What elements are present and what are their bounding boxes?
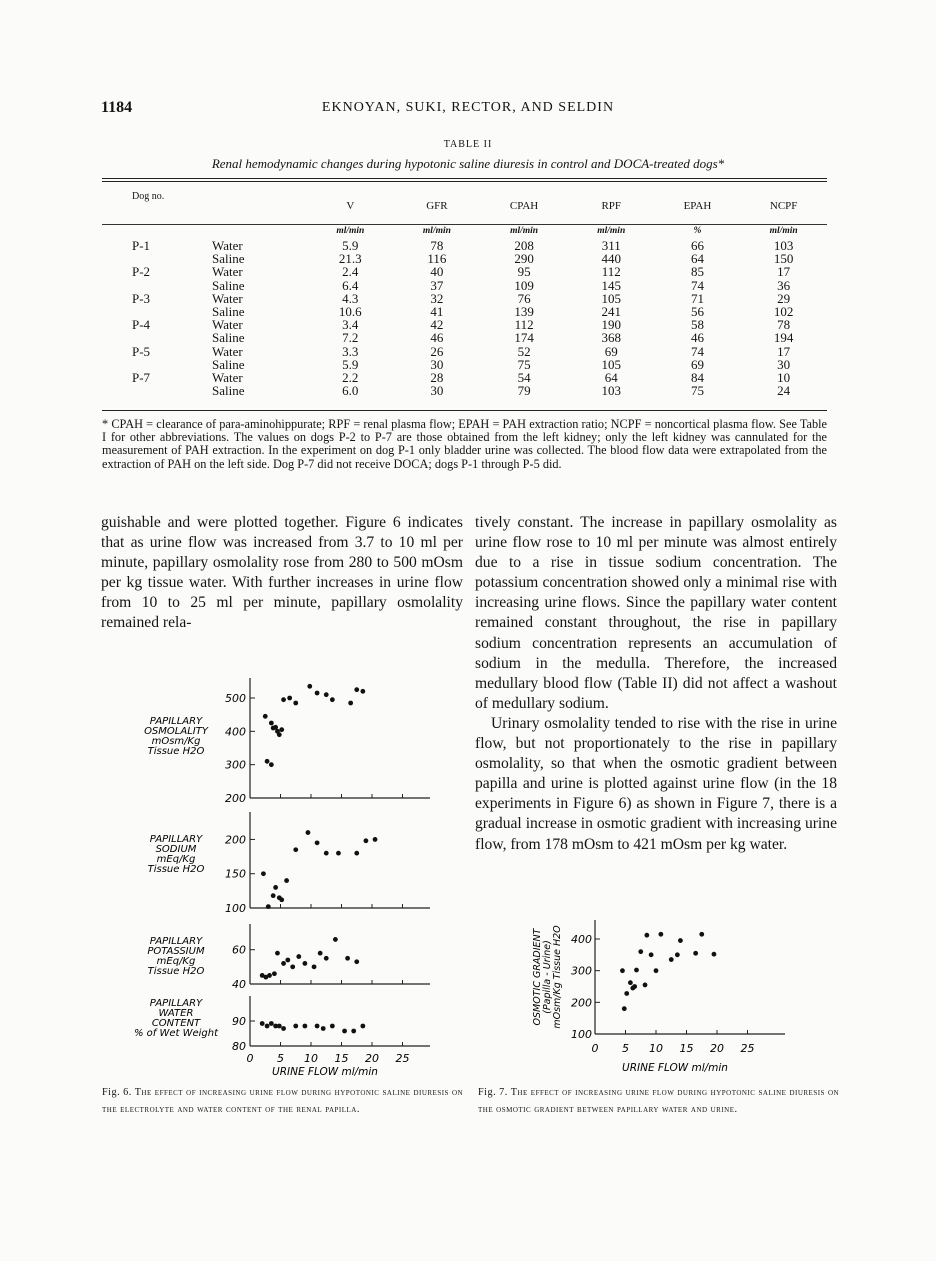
table-cell: 368 (601, 330, 621, 346)
y-tick-label: 400 (225, 725, 246, 739)
table-cell: 46 (430, 330, 444, 346)
header-ncpf: NCPF (769, 200, 798, 212)
data-point (315, 691, 320, 696)
table-cell: 71 (690, 290, 704, 306)
table-cell: 17 (777, 343, 791, 359)
table-row (102, 318, 827, 331)
table-cell: 64 (690, 251, 704, 267)
data-point (279, 727, 284, 732)
data-point (284, 878, 289, 883)
data-point (296, 954, 301, 959)
data-point (315, 1024, 320, 1029)
y-axis-label: mOsm/Kg Tissue H2O (552, 925, 563, 1029)
data-point (318, 951, 323, 956)
data-point (373, 837, 378, 842)
table-cell: P-5 (132, 343, 151, 359)
table-cell: Water (212, 317, 243, 333)
table-cell (102, 305, 212, 318)
table-cell: 78 (777, 317, 791, 333)
y-tick-label: 500 (225, 692, 246, 705)
table-cell: 190 (601, 317, 621, 333)
figure-6-caption-lead: Fig. 6. (102, 1087, 132, 1098)
table-top-rule-2 (102, 181, 827, 182)
data-point (260, 1021, 265, 1026)
data-point (281, 961, 286, 966)
panel-label: % of Wet Weight (133, 1028, 219, 1039)
figure-6-chart (100, 672, 470, 1082)
data-point (699, 932, 704, 937)
table-cell: 30 (777, 356, 791, 372)
data-point (712, 952, 717, 957)
y-tick-label: 150 (225, 867, 246, 881)
header-cpah: CPAH (509, 200, 539, 212)
table-footnote: * CPAH = clearance of para-aminohippurate; RPF = renal plasma flow; EPAH = PAH extraction ratio; NCPF = noncortical plasma flow. See Table I for other abbreviations. The values on dogs P-2 to P-7 are those obtained from the left kidney; only the left kidney was cannulated for the measurement of PAH extraction. In the experiment on dog P-1 only bladder urine was collected. The blood flow data were extrapolated from the extraction of PAH on the left side. Dog P-7 did not receive DOCA; dogs P-1 through P-5 did. (102, 417, 827, 471)
data-point (354, 851, 359, 856)
panel-label: mEq/Kg (156, 854, 196, 865)
panel-label: OSMOLALITY (144, 726, 208, 737)
table-cell (102, 384, 212, 397)
table-cell: 208 (514, 238, 534, 253)
data-point (307, 684, 312, 689)
table-cell: 95 (517, 264, 531, 280)
unit-epah: % (693, 226, 702, 236)
data-point (273, 885, 278, 890)
table-cell: 116 (427, 251, 447, 267)
table-cell: 30 (430, 383, 444, 399)
table-row (102, 265, 827, 278)
table-cell: 6.4 (342, 277, 359, 293)
data-point (345, 956, 350, 961)
data-point (354, 959, 359, 964)
table-cell: 42 (430, 317, 444, 333)
data-point (266, 904, 271, 909)
panel-label: mOsm/Kg (151, 736, 201, 747)
data-point (279, 897, 284, 902)
table-row (102, 305, 827, 318)
table-cell: 40 (430, 264, 444, 280)
data-point (321, 1026, 326, 1031)
data-point (330, 697, 335, 702)
table-cell: 79 (517, 383, 531, 399)
data-point (658, 932, 663, 937)
table-cell: 109 (514, 277, 534, 293)
table-cell: 69 (690, 356, 704, 372)
data-point (272, 971, 277, 976)
data-point (649, 952, 654, 957)
left-column-text (101, 513, 463, 634)
figure-6-caption-text: The effect of increasing urine flow during hypotonic saline diuresis on the electrolyte and water content of the renal papilla. (102, 1087, 464, 1115)
table-cell: 24 (777, 383, 791, 399)
y-tick-label: 100 (571, 1028, 592, 1041)
table-cell (102, 252, 212, 265)
table-cell: Saline (212, 251, 245, 267)
table-cell: 28 (430, 370, 444, 386)
table-cell: Water (212, 264, 243, 280)
table-cell: Water (212, 238, 243, 253)
table-cell: 36 (777, 277, 791, 293)
header-v: V (346, 200, 355, 212)
right-column-text (475, 513, 837, 855)
table-cell: 5.9 (342, 238, 359, 253)
panel-label: PAPILLARY (149, 936, 203, 947)
x-tick-label: 5 (622, 1042, 629, 1055)
table-cell: 194 (773, 330, 794, 346)
header-rpf: RPF (601, 200, 622, 212)
y-tick-label: 300 (571, 964, 592, 978)
data-point (336, 851, 341, 856)
unit-ncpf: ml/min (769, 226, 798, 236)
x-tick-label: 5 (277, 1052, 284, 1065)
table-cell: 3.3 (342, 343, 359, 359)
data-point (293, 1024, 298, 1029)
data-point (643, 983, 648, 988)
table-cell: 112 (601, 264, 621, 280)
data-point (315, 840, 320, 845)
data-point (644, 933, 649, 938)
data-point (342, 1029, 347, 1034)
panel-label: mEq/Kg (156, 956, 196, 967)
table-cell: 6.0 (342, 383, 359, 399)
data-point (277, 1024, 282, 1029)
data-point (360, 1024, 365, 1029)
x-tick-label: 15 (679, 1042, 694, 1055)
header-epah: EPAH (683, 200, 712, 212)
y-tick-label: 40 (232, 978, 246, 991)
data-point (281, 697, 286, 702)
table-cell: Saline (212, 383, 245, 399)
data-point (281, 1026, 286, 1031)
data-table (102, 186, 827, 397)
data-point (290, 964, 295, 969)
table-cell: 52 (517, 343, 531, 359)
data-point (263, 714, 268, 719)
table-cell: Saline (212, 304, 245, 320)
data-point (348, 701, 353, 706)
data-point (624, 991, 629, 996)
table-cell: 69 (604, 343, 618, 359)
table-row (102, 292, 827, 305)
data-point (628, 980, 633, 985)
y-tick-label: 200 (225, 792, 246, 805)
table-cell: 7.2 (342, 330, 359, 346)
data-point (303, 1024, 308, 1029)
paragraph: tively constant. The increase in papillary osmolality as urine flow rose to 10 ml per minute was almost entirely due to a rise in tissue sodium concentration. The potassium concentration showed only a minimal rise with increasing urine flows. Since the papillary water content remained constant throughout, the rise in papillary sodium concentration represents an accumulation of sodium in the medulla. Therefore, the increased medullary blood flow (Table II) did not affect a washout of medullary sodium. (475, 514, 837, 712)
data-point (277, 732, 282, 737)
table-cell: 150 (773, 251, 794, 267)
table-cell: 84 (690, 370, 704, 386)
table-cell: 75 (517, 356, 531, 372)
table-cell: 103 (773, 238, 794, 253)
figure-7-caption-text: The effect of increasing urine flow during hypotonic saline diuresis on the osmotic gradient between papillary water and urine. (478, 1087, 840, 1115)
y-tick-label: 90 (232, 1015, 246, 1028)
data-point (654, 968, 659, 973)
table-cell: Saline (212, 277, 245, 293)
data-point (269, 721, 274, 726)
data-point (330, 1024, 335, 1029)
table-cell: Saline (212, 356, 245, 372)
table-cell: 46 (690, 330, 704, 346)
data-point (360, 689, 365, 694)
figure-7-caption-lead: Fig. 7. (478, 1087, 508, 1098)
table-cell: 75 (690, 383, 704, 399)
table-cell: 78 (430, 238, 444, 253)
y-tick-label: 400 (571, 933, 592, 946)
x-tick-label: 20 (365, 1052, 379, 1065)
data-point (271, 893, 276, 898)
table-cell: 29 (777, 290, 791, 306)
paragraph: guishable and were plotted together. Figure 6 indicates that as urine flow was increased from 3.7 to 10 ml per minute, papillary osmolality rose from 280 to 500 mOsm per kg tissue water. With further increases in urine flow from 10 to 25 ml per minute, papillary osmolality remained rela- (101, 514, 463, 632)
panel-label: Tissue H2O (147, 864, 205, 875)
data-point (312, 964, 317, 969)
unit-gfr: ml/min (422, 226, 451, 236)
data-point (261, 871, 266, 876)
data-point (634, 968, 639, 973)
table-cell: 21.3 (338, 251, 362, 267)
y-tick-label: 200 (225, 833, 246, 847)
table-cell: 290 (514, 251, 534, 267)
table-cell: 311 (601, 238, 621, 253)
data-point (351, 1029, 356, 1034)
data-point (267, 973, 272, 978)
table-cell: 112 (514, 317, 534, 333)
table-cell: 139 (514, 304, 534, 320)
table-cell: Water (212, 343, 243, 359)
table-row (102, 331, 827, 344)
table-bottom-rule (102, 410, 827, 411)
table-top-rule (102, 178, 827, 179)
panel-label: POTASSIUM (147, 946, 205, 957)
table-cell: Saline (212, 330, 245, 346)
x-tick-label: 0 (246, 1052, 254, 1065)
x-axis-label: URINE FLOW ml/min (622, 1062, 728, 1074)
data-point (638, 949, 643, 954)
x-tick-label: 0 (591, 1042, 599, 1055)
panel-label: SODIUM (155, 844, 197, 855)
x-tick-label: 20 (710, 1042, 724, 1055)
data-point (265, 1024, 270, 1029)
panel-label: PAPILLARY (149, 716, 203, 727)
y-tick-label: 80 (232, 1040, 246, 1053)
y-tick-label: 60 (232, 943, 246, 957)
table-row (102, 279, 827, 292)
x-tick-label: 25 (740, 1042, 755, 1055)
table-cell: 26 (430, 343, 444, 359)
figure-7-chart (520, 912, 810, 1080)
data-point (303, 961, 308, 966)
panel-label: Tissue H2O (147, 746, 205, 757)
table-cell (102, 358, 212, 371)
data-point (293, 847, 298, 852)
table-cell: 5.9 (342, 356, 359, 372)
running-title: EKNOYAN, SUKI, RECTOR, AND SELDIN (321, 100, 615, 115)
table-cell: 58 (690, 317, 704, 333)
table-cell: 10 (777, 370, 791, 386)
data-point (324, 692, 329, 697)
data-point (620, 968, 625, 973)
data-point (324, 956, 329, 961)
table-cell: 85 (690, 264, 704, 280)
table-cell: 74 (690, 277, 704, 293)
table-row (102, 345, 827, 358)
table-cell: 440 (601, 251, 621, 267)
table-row (102, 371, 827, 384)
table-cell: 2.2 (342, 370, 359, 386)
table-cell: 56 (690, 304, 704, 320)
panel-label: PAPILLARY (149, 998, 203, 1009)
table-cell: 145 (601, 277, 621, 293)
panel-label: Tissue H2O (147, 966, 205, 977)
data-point (293, 701, 298, 706)
y-tick-label: 200 (571, 996, 592, 1010)
table-cell: 103 (601, 383, 621, 399)
data-point (333, 937, 338, 942)
data-point (693, 951, 698, 956)
panel-label: WATER (158, 1008, 194, 1019)
table-cell: P-3 (132, 290, 151, 306)
y-axis-label: (Papilla - Urine) (542, 940, 553, 1014)
table-cell: 76 (517, 290, 531, 306)
table-cell: 174 (514, 330, 534, 346)
data-point (285, 958, 290, 963)
panel-label: CONTENT (151, 1018, 201, 1029)
table-cell: 105 (601, 290, 621, 306)
y-tick-label: 100 (225, 902, 246, 915)
unit-rpf: ml/min (597, 226, 626, 236)
data-point (269, 1021, 274, 1026)
table-cell: 4.3 (342, 290, 359, 306)
table-label: TABLE II (443, 139, 493, 150)
table-row (102, 252, 827, 265)
data-point (622, 1006, 627, 1011)
x-tick-label: 15 (334, 1052, 349, 1065)
data-point (306, 830, 311, 835)
y-tick-label: 300 (225, 758, 246, 772)
x-tick-label: 10 (649, 1042, 663, 1055)
table-cell: Water (212, 290, 243, 306)
paragraph: Urinary osmolality tended to rise with the rise in urine flow, but not proportionately to the rise in papillary osmolality, so that when the osmotic gradient between papilla and urine is plotted against urine flow (in the 18 experiments in Figure 6) as shown in Figure 7, there is a gradual increase in osmotic gradient with increasing urine flow, from 178 mOsm to 421 mOsm per kg water. (475, 714, 837, 853)
table-row (102, 358, 827, 371)
table-cell: 2.4 (342, 264, 359, 280)
header-gfr: GFR (426, 200, 448, 212)
table-caption: Renal hemodynamic changes during hypotonic saline diuresis in control and DOCA-treated dogs* (211, 156, 725, 171)
table-cell: 10.6 (338, 304, 362, 320)
table-cell: 37 (430, 277, 444, 293)
data-point (632, 984, 637, 989)
table-cell (102, 331, 212, 344)
table-cell: 3.4 (342, 317, 359, 333)
table-cell: 66 (690, 238, 704, 253)
unit-v: ml/min (336, 226, 365, 236)
data-point (669, 957, 674, 962)
figure-7-caption (478, 1085, 840, 1118)
table-cell: 74 (690, 343, 704, 359)
data-point (287, 696, 292, 701)
table-cell: 105 (601, 356, 621, 372)
table-cell: Water (212, 370, 243, 386)
data-point (324, 851, 329, 856)
table-cell: 41 (430, 304, 444, 320)
data-point (678, 938, 683, 943)
panel-label: PAPILLARY (149, 834, 203, 845)
header-cond (212, 186, 307, 224)
table-row (102, 384, 827, 397)
data-point (265, 759, 270, 764)
table-cell: 241 (601, 304, 621, 320)
x-axis-label: URINE FLOW ml/min (272, 1066, 378, 1078)
figure-6-caption (102, 1085, 464, 1118)
data-point (269, 762, 274, 767)
table-cell: P-4 (132, 317, 151, 333)
table-cell: P-1 (132, 238, 151, 253)
data-point (275, 951, 280, 956)
page-number: 1184 (101, 99, 133, 116)
unit-cpah: ml/min (510, 226, 539, 236)
table-cell: 17 (777, 264, 791, 280)
data-point (364, 838, 369, 843)
table-cell: 30 (430, 356, 444, 372)
table-cell (102, 279, 212, 292)
y-axis-label: OSMOTIC GRADIENT (532, 928, 543, 1026)
table-cell: 32 (430, 290, 444, 306)
table-cell: 64 (604, 370, 618, 386)
table-cell: P-7 (132, 370, 151, 386)
data-point (354, 687, 359, 692)
table-cell: 102 (773, 304, 794, 320)
data-point (675, 952, 680, 957)
x-tick-label: 10 (304, 1052, 318, 1065)
table-cell: 54 (517, 370, 531, 386)
table-cell: P-2 (132, 264, 151, 280)
x-tick-label: 25 (395, 1052, 410, 1065)
table-row (102, 239, 827, 252)
header-dog: Dog no. (132, 191, 165, 202)
